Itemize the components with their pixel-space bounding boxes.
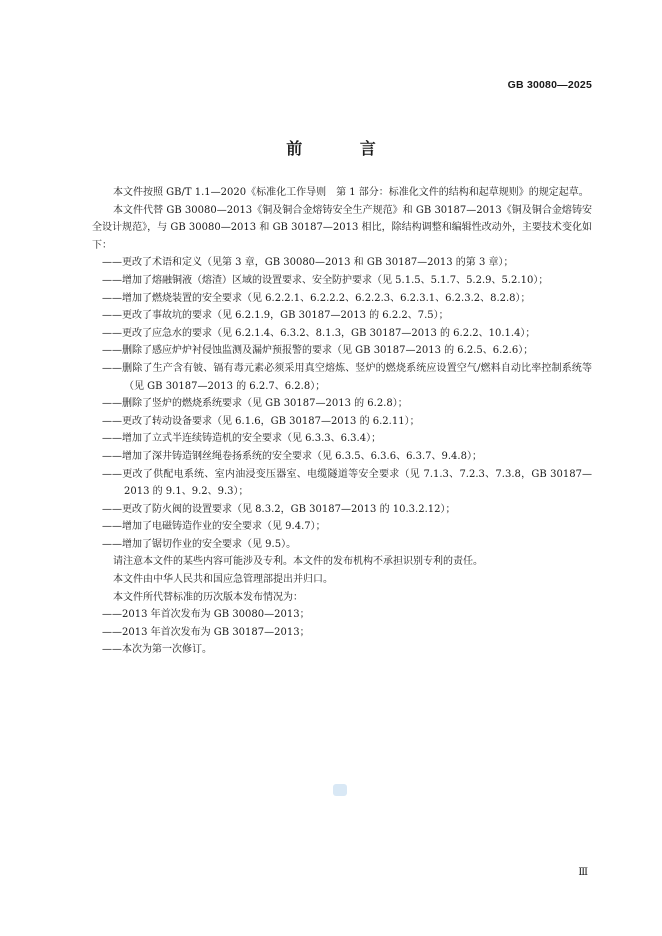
history-list bbox=[92, 606, 592, 659]
list-item: ——增加了锯切作业的安全要求（见 9.5）。 bbox=[102, 538, 297, 550]
changes-list bbox=[92, 254, 592, 553]
list-item: ——删除了生产含有铍、镉有毒元素必须采用真空熔炼、竖炉的燃烧系统应设置空气/燃料自动比率控制系统等（见 GB 30187—2013 的 6.2.7、6.2.8）； bbox=[102, 362, 592, 392]
list-item: ——删除了竖炉的燃烧系统要求（见 GB 30187—2013 的 6.2.8）； bbox=[102, 398, 408, 410]
list-item: ——2013 年首次发布为 GB 30187—2013； bbox=[102, 626, 310, 638]
list-item: ——删除了感应炉炉衬侵蚀监测及漏炉预报警的要求（见 GB 30187—2013 的 6.2.5、6.2.6）； bbox=[102, 345, 534, 357]
page-title: 前 言 bbox=[286, 139, 402, 158]
intro-paragraph: 本文件按照 GB/T 1.1—2020《标准化工作导则 第 1 部分：标准化文件的结构和起草规则》的规定起草。 bbox=[113, 187, 589, 198]
list-item: ——增加了深井铸造钢丝绳卷扬系统的安全要求（见 6.3.5、6.3.6、6.3.7、9.4.8）； bbox=[102, 450, 482, 462]
patent-notice: 请注意本文件的某些内容可能涉及专利。本文件的发布机构不承担识别专利的责任。 bbox=[113, 556, 483, 568]
watermark-logo bbox=[333, 784, 347, 796]
list-item: ——增加了立式半连续铸造机的安全要求（见 6.3.3、6.3.4）； bbox=[102, 433, 382, 445]
proposer-statement: 本文件由中华人民共和国应急管理部提出并归口。 bbox=[113, 574, 333, 586]
intro-paragraph: 本文件代替 GB 30080—2013《铜及铜合金熔铸安全生产规范》和 GB 30187—2013《铜及铜合金熔铸安全设计规范》，与 GB 30080—2013 和 GB 30187—2013 相比，除结构调整和编辑性改动外，主要技术变化如下： bbox=[92, 204, 592, 251]
list-item: ——更改了供配电系统、室内油浸变压器室、电缆隧道等安全要求（见 7.1.3、7.2.3、7.3.8，GB 30187—2013 的 9.1、9.2、9.3）； bbox=[102, 468, 592, 498]
list-item: ——更改了防火阀的设置要求（见 8.3.2，GB 30187—2013 的 10.3.2.12）； bbox=[102, 503, 456, 515]
list-item: ——更改了转动设备要求（见 6.1.6，GB 30187—2013 的 6.2.11）； bbox=[102, 415, 420, 427]
list-item: ——更改了应急水的要求（见 6.2.1.4、6.3.2、8.1.3，GB 30187—2013 的 6.2.2、10.1.4）； bbox=[102, 327, 536, 339]
page-number: Ⅲ bbox=[578, 867, 588, 878]
list-item: ——2013 年首次发布为 GB 30080—2013； bbox=[102, 609, 310, 621]
list-item: ——更改了事故坑的要求（见 6.2.1.9，GB 30187—2013 的 6.2.2、7.5）； bbox=[102, 310, 449, 322]
list-item: ——本次为第一次修订。 bbox=[102, 644, 212, 656]
list-item: ——更改了术语和定义（见第 3 章，GB 30080—2013 和 GB 30187—2013 的第 3 章）； bbox=[102, 257, 514, 269]
standard-number: GB 30080—2025 bbox=[507, 79, 592, 91]
list-item: ——增加了熔融铜液（熔渣）区域的设置要求、安全防护要求（见 5.1.5、5.1.7、5.2.9、5.2.10）； bbox=[102, 274, 549, 286]
list-item: ——增加了电磁铸造作业的安全要求（见 9.4.7）； bbox=[102, 521, 326, 533]
foreword-body bbox=[92, 184, 592, 659]
list-item: ——增加了燃烧装置的安全要求（见 6.2.2.1、6.2.2.2、6.2.2.3、6.2.3.1、6.2.3.2、8.2.8）； bbox=[102, 292, 531, 304]
history-intro: 本文件所代替标准的历次版本发布情况为： bbox=[113, 591, 303, 603]
